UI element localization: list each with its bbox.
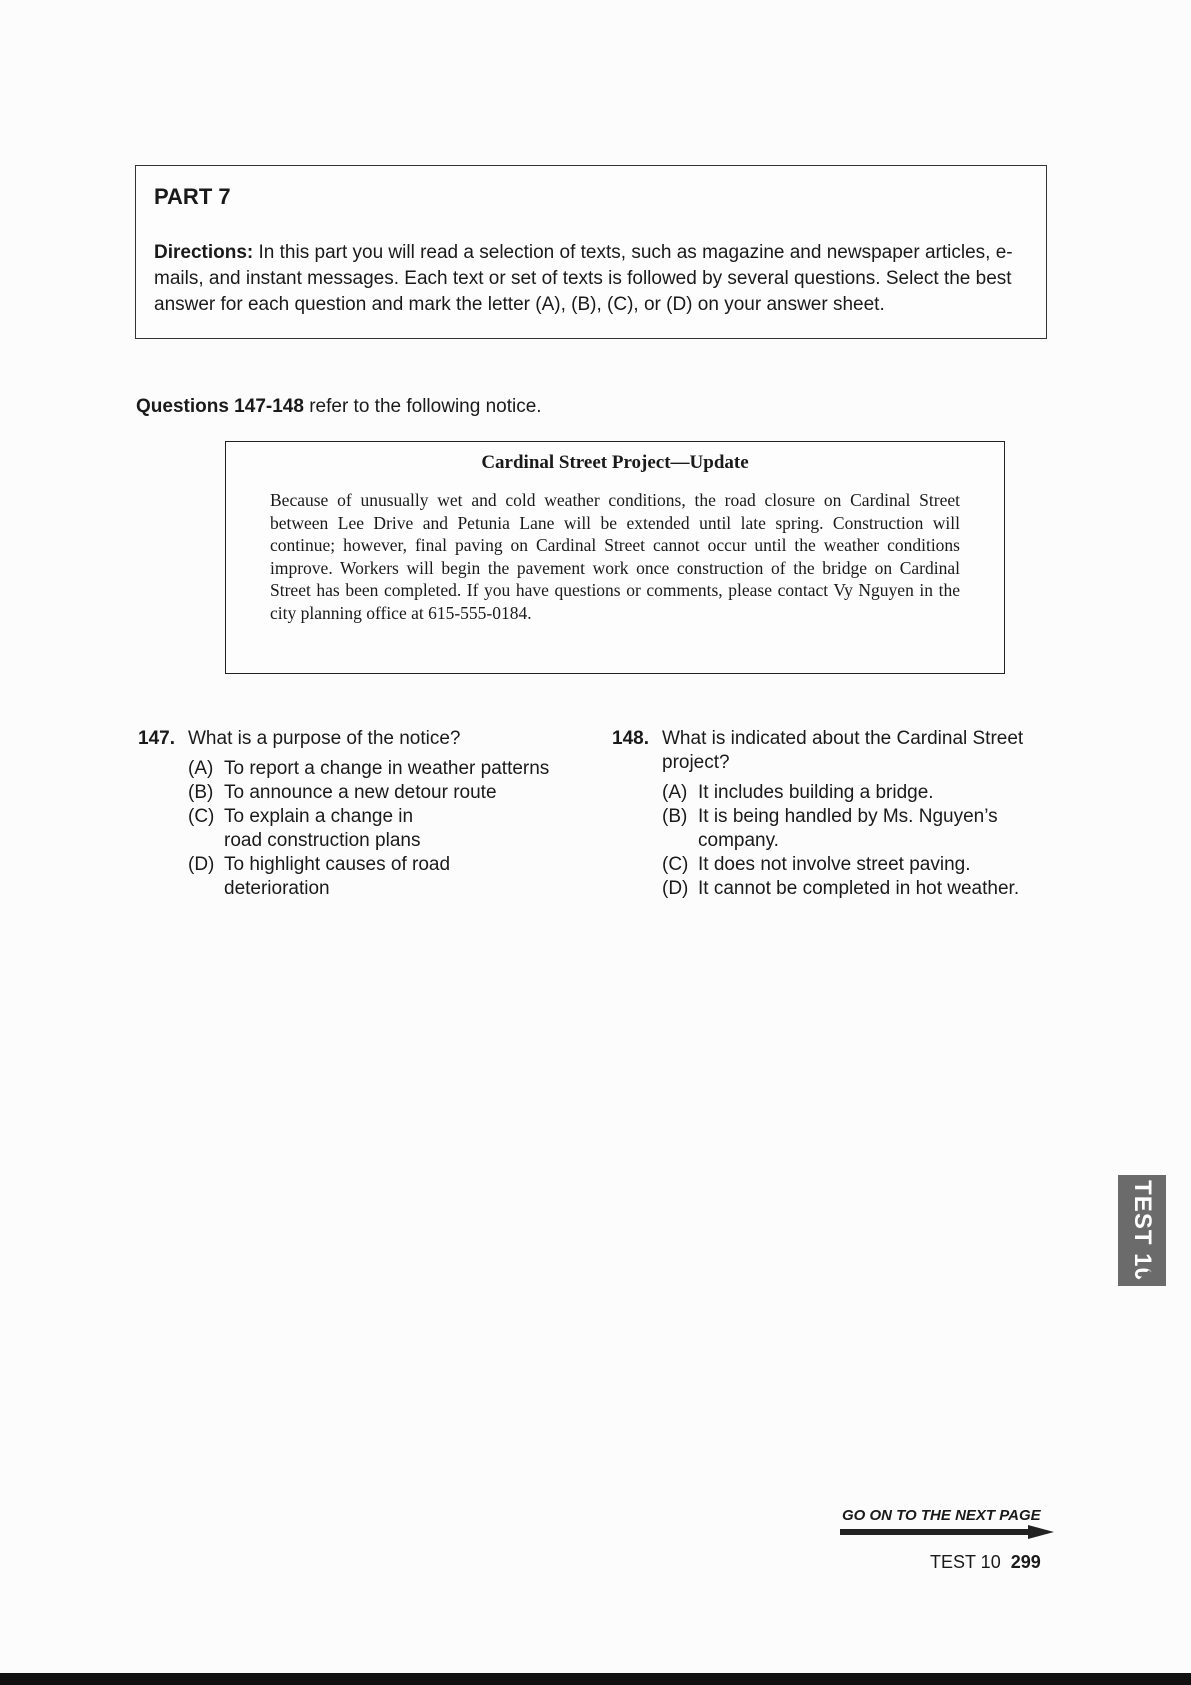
answer-option-a[interactable] xyxy=(662,781,1072,805)
option-text: To highlight causes of road deterioration xyxy=(224,854,451,899)
answer-option-b[interactable] xyxy=(662,805,1028,853)
page-footer xyxy=(930,1552,1041,1573)
question-text: What is a purpose of the notice? xyxy=(188,728,461,749)
notice-title: Cardinal Street Project—Update xyxy=(481,452,749,473)
directions-text: In this part you will read a selection of texts, such as magazine and newspaper articles, e-mails, and instant messages. Each text or set of texts is followed by several questions. Select the best answer for each question and mark the letter (A), (B), (C), or (D) on your answer sheet. xyxy=(154,242,1013,315)
option-text: It does not involve street paving. xyxy=(698,854,971,875)
answer-option-d[interactable] xyxy=(188,853,504,901)
option-letter: (C) xyxy=(188,806,215,827)
option-letter: (C) xyxy=(662,854,689,875)
scan-edge-strip xyxy=(0,1673,1191,1685)
option-text: It is being handled by Ms. Nguyen’s company. xyxy=(698,806,998,851)
answer-options xyxy=(612,781,1072,901)
answer-option-b[interactable] xyxy=(188,781,578,805)
answer-option-a[interactable] xyxy=(188,757,578,781)
side-tab-notch xyxy=(1132,1270,1166,1286)
answer-option-d[interactable] xyxy=(662,877,1072,901)
notice-body: Because of unusually wet and cold weather conditions, the road closure on Cardinal Street between Lee Drive and Petunia Lane will be extended until late spring. Construction will continue; however, final paving on Cardinal Street cannot occur until the weather conditions improve. Workers will begin the pavement work once construction of the bridge on Cardinal Street has been completed. If you have questions or comments, please contact Vy Nguyen in the city planning office at 615-555-0184. xyxy=(270,490,960,623)
option-letter: (D) xyxy=(188,854,215,875)
answer-option-c[interactable] xyxy=(662,853,1072,877)
question-text: What is indicated about the Cardinal Street project? xyxy=(662,728,1024,773)
questions-intro-text: refer to the following notice. xyxy=(303,396,542,417)
option-text: It includes building a bridge. xyxy=(698,782,934,803)
question-stem xyxy=(138,727,578,751)
question-148 xyxy=(612,727,1072,901)
page-number: 299 xyxy=(1010,1552,1041,1572)
footer-test-label: TEST 10 xyxy=(930,1552,1001,1572)
arrow-right-icon xyxy=(840,1525,1055,1539)
question-number: 148. xyxy=(612,728,649,749)
questions-intro xyxy=(136,396,542,418)
questions-range: Questions 147-148 xyxy=(136,396,304,417)
question-stem xyxy=(612,727,1062,775)
answer-options xyxy=(138,757,578,901)
side-tab-label: TEST 10 xyxy=(1129,1179,1157,1282)
notice-box xyxy=(225,441,1005,674)
option-text: To explain a change in road construction plans xyxy=(224,806,421,851)
option-text: It cannot be completed in hot weather. xyxy=(698,878,1020,899)
option-text: To report a change in weather patterns xyxy=(224,758,550,779)
option-text: To announce a new detour route xyxy=(224,782,497,803)
option-letter: (D) xyxy=(662,878,689,899)
answer-option-c[interactable] xyxy=(188,805,474,853)
option-letter: (B) xyxy=(188,782,214,803)
question-number: 147. xyxy=(138,728,175,749)
option-letter: (A) xyxy=(662,782,688,803)
directions-paragraph xyxy=(154,240,1034,318)
directions-label: Directions: xyxy=(154,242,254,263)
question-147 xyxy=(138,727,578,901)
next-page-label: GO ON TO THE NEXT PAGE xyxy=(842,1507,1041,1524)
option-letter: (B) xyxy=(662,806,688,827)
directions-box xyxy=(135,165,1047,339)
part-title: PART 7 xyxy=(154,184,231,209)
option-letter: (A) xyxy=(188,758,214,779)
